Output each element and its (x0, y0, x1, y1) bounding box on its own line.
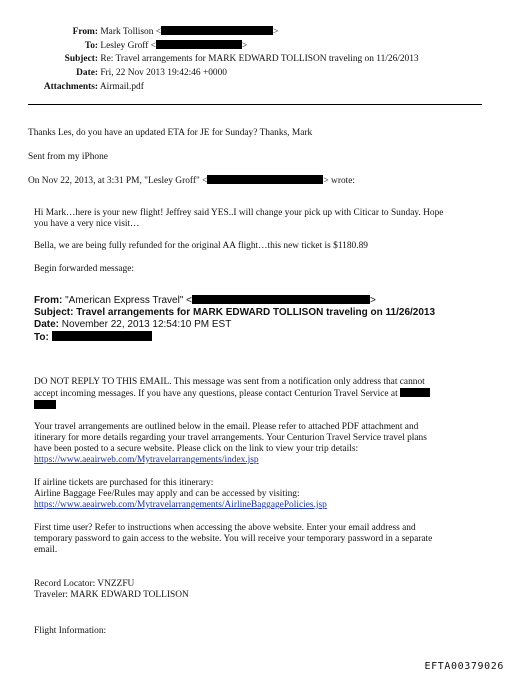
from-label: From: (72, 27, 98, 37)
to-label: To: (84, 41, 98, 51)
trip-details-link[interactable]: https://www.aeairweb.com/Mytravelarrangements/index.jsp (34, 455, 259, 465)
close-bracket: > (241, 41, 248, 51)
noreply-line-2 (34, 388, 430, 400)
redaction-bar (207, 175, 323, 184)
redaction-bar (400, 388, 430, 397)
header-divider (28, 104, 482, 105)
traveler: Traveler: MARK EDWARD TOLLISON (34, 590, 189, 600)
record-locator: Record Locator: VNZZFU (34, 579, 135, 589)
redaction-bar (161, 26, 273, 35)
date-value: Fri, 22 Nov 2013 19:42:46 +0000 (100, 68, 227, 78)
first-time-line-3: email. (34, 545, 58, 555)
sent-from-line: Sent from my iPhone (28, 152, 108, 162)
arrangements-line-2: itinerary for more details regarding your travel arrangements. Your Centurion Travel Service travel plans (34, 433, 427, 443)
fwd-date-label: Date: (34, 319, 60, 330)
fwd-from-label: From: (34, 295, 63, 306)
redaction-bar (34, 400, 56, 409)
airline-line-2: Airline Baggage Fee/Rules may apply and can be accessed by visiting: (34, 489, 300, 499)
fwd-to-label: To: (34, 332, 49, 343)
redaction-bar (192, 295, 370, 304)
email-header-attachments (0, 82, 144, 93)
fwd-to (34, 331, 152, 343)
close-bracket: > (273, 27, 279, 37)
quote-para-2: Bella, we are being fully refunded for the original AA flight…this new ticket is $1180.89 (34, 241, 368, 251)
from-value: Mark Tollison < (100, 27, 162, 37)
noreply-line-3 (34, 400, 56, 412)
attachments-label: Attachments: (43, 82, 98, 92)
forwarded-label: Begin forwarded message: (34, 264, 134, 274)
noreply-line-1: DO NOT REPLY TO THIS EMAIL. This message was sent from a notification only address that cannot (34, 377, 425, 387)
email-header-date (0, 68, 227, 79)
subject-label: Subject: (64, 54, 98, 64)
quote-intro (28, 175, 355, 187)
reply-line: Thanks Les, do you have an updated ETA for JE for Sunday? Thanks, Mark (28, 128, 313, 138)
subject-value: Re: Travel arrangements for MARK EDWARD TOLLISON traveling on 11/26/2013 (100, 54, 419, 64)
arrangements-line-3: have been posted to a secure website. Please click on the link to view your trip details: (34, 444, 359, 454)
email-header-to (0, 40, 247, 52)
first-time-line-1: First time user? Refer to instructions when accessing the above website. Enter your email address and (34, 523, 416, 533)
fwd-from (34, 295, 376, 306)
arrangements-line-1: Your travel arrangements are outlined below in the email. Please refer to attached PDF attachment and (34, 422, 419, 432)
document-id: EFTA00379026 (424, 661, 504, 672)
fwd-from-value: "American Express Travel" < (65, 295, 192, 306)
first-time-line-2: temporary password to gain access to the website. You will receive your temporary password in a separate (34, 534, 433, 544)
to-value: Lesley Groff < (100, 41, 156, 51)
airline-line-1: If airline tickets are purchased for this itinerary: (34, 478, 214, 488)
noreply-line-2-text: accept incoming messages. If you have any questions, please contact Centurion Travel Service at (34, 389, 398, 399)
redaction-bar (52, 331, 152, 341)
fwd-date (34, 319, 231, 330)
attachment-link[interactable]: Airmail.pdf (99, 82, 144, 92)
fwd-subject (34, 307, 435, 318)
email-header-subject (0, 54, 419, 65)
date-label: Date: (76, 68, 98, 78)
email-header-from (0, 26, 278, 38)
quote-para-1-line-1: Hi Mark…here is your new flight! Jeffrey said YES..I will change your pick up with Citicar to Sunday. Hope (34, 208, 444, 218)
quote-para-1-line-2: you have a very nice visit… (34, 219, 140, 229)
fwd-subject-value: Travel arrangements for MARK EDWARD TOLLISON traveling on 11/26/2013 (76, 307, 436, 318)
baggage-policies-link[interactable]: https://www.aeairweb.com/Mytravelarrangements/AirlineBaggagePolicies.jsp (34, 500, 327, 510)
quote-intro-wrote: > wrote: (323, 176, 356, 186)
close-bracket: > (370, 295, 376, 306)
flight-information-label: Flight Information: (34, 626, 107, 636)
fwd-subject-label: Subject: (34, 307, 74, 318)
fwd-date-value: November 22, 2013 12:54:10 PM EST (61, 319, 232, 330)
redaction-bar (156, 40, 242, 49)
quote-intro-text: On Nov 22, 2013, at 3:31 PM, "Lesley Groff" < (28, 176, 208, 186)
